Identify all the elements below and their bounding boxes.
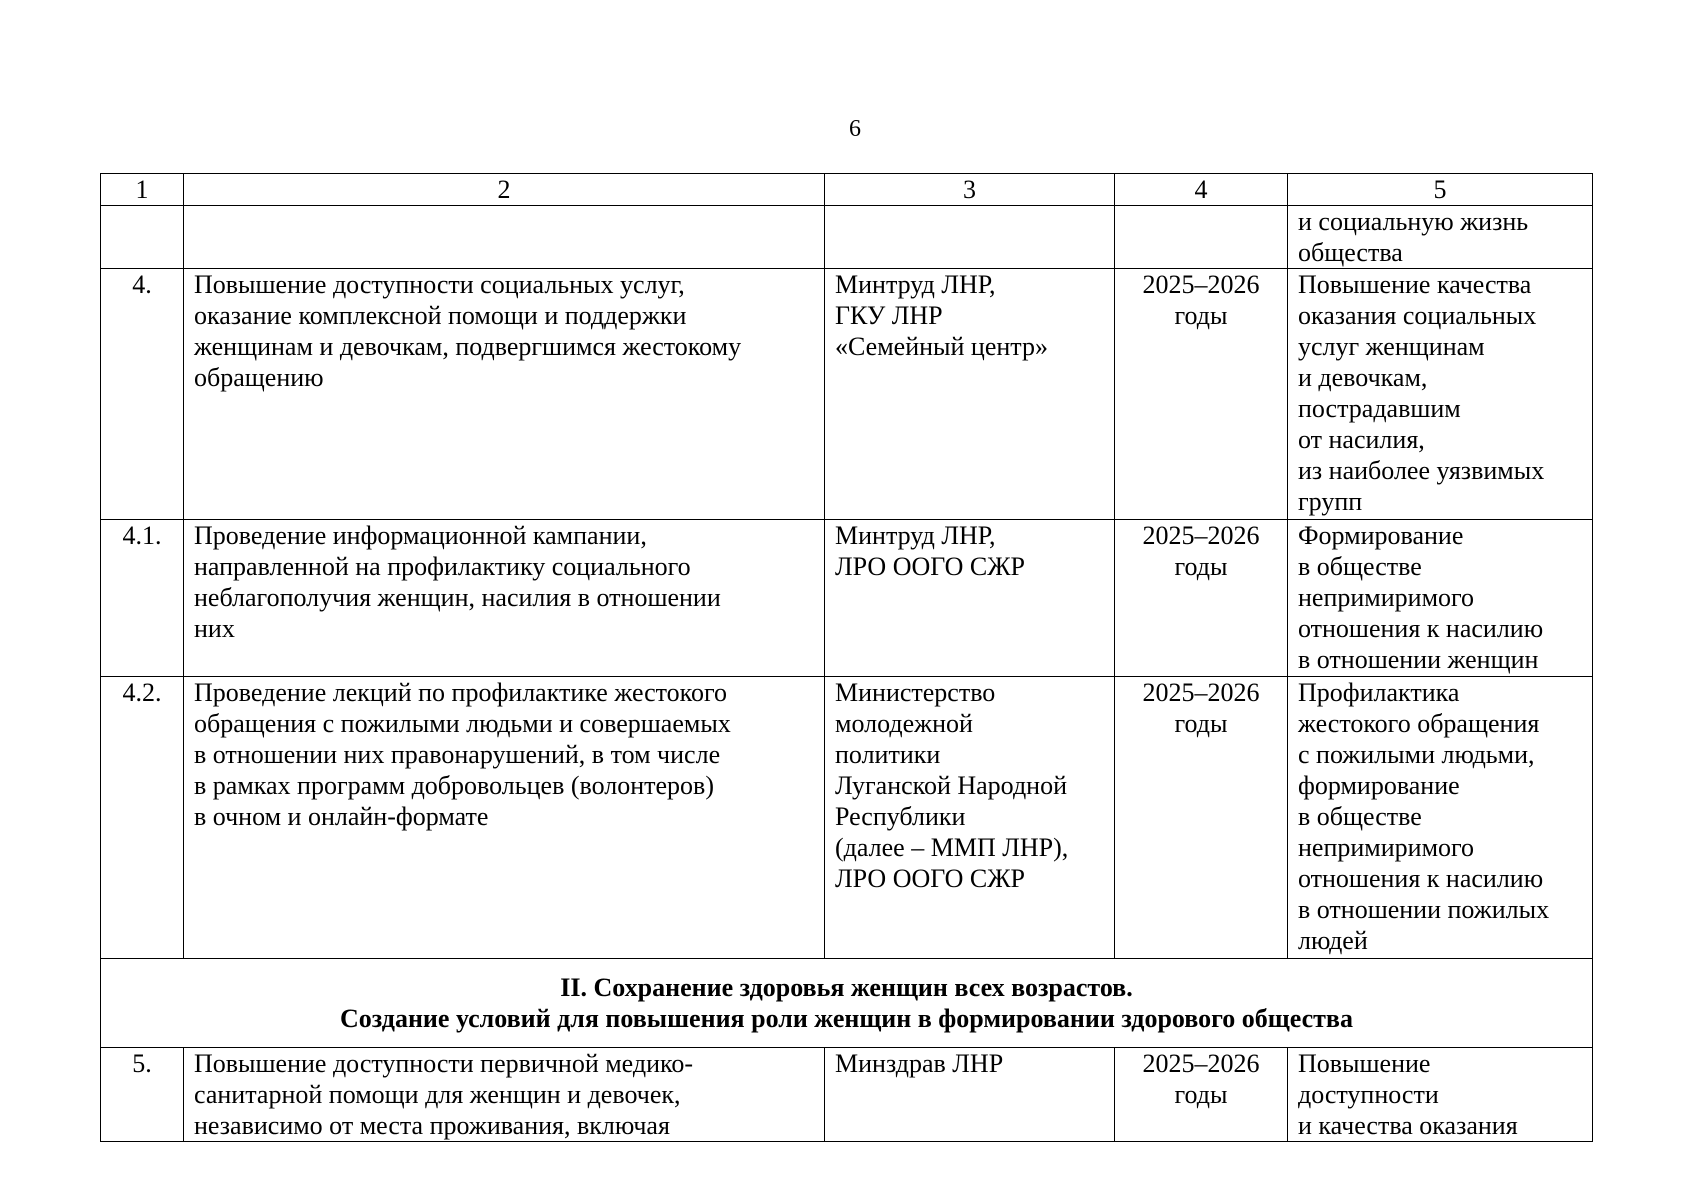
activity-cell: Повышение доступности первичной медико- санитарной помощи для женщин и девочек, независимо от места проживания, включая [184, 1048, 825, 1142]
page-number: 6 [849, 116, 861, 142]
result-cell: Профилактика жестокого обращения с пожилыми людьми, формирование в обществе непримиримого отношения к насилию в отношении пожилых людей [1288, 677, 1593, 959]
table-row [101, 1048, 1593, 1142]
header-col-1: 1 [101, 174, 184, 206]
period-cell: 2025–2026 годы [1115, 677, 1288, 959]
table-row [101, 677, 1593, 959]
period-cell [1115, 206, 1288, 269]
header-col-4: 4 [1115, 174, 1288, 206]
executors-cell: Минздрав ЛНР [825, 1048, 1115, 1142]
result-cell: Формирование в обществе непримиримого отношения к насилию в отношении женщин [1288, 520, 1593, 677]
table-row [101, 520, 1593, 677]
measures-table [100, 173, 1593, 1142]
result-cell: Повышение доступности и качества оказания [1288, 1048, 1593, 1142]
row-number [101, 206, 184, 269]
table-header-row [101, 174, 1593, 206]
executors-cell: Минтруд ЛНР, ЛРО ООГО СЖР [825, 520, 1115, 677]
section-title-line-2: Создание условий для повышения роли женщин в формировании здорового общества [340, 1004, 1353, 1033]
executors-cell: Министерство молодежной политики Луганской Народной Республики (далее – ММП ЛНР), ЛРО ООГО СЖР [825, 677, 1115, 959]
activity-cell: Повышение доступности социальных услуг, оказание комплексной помощи и поддержки женщинам и девочкам, подвергшимся жестокому обращению [184, 269, 825, 520]
row-number: 4. [101, 269, 184, 520]
row-number: 4.1. [101, 520, 184, 677]
executors-cell: Минтруд ЛНР, ГКУ ЛНР «Семейный центр» [825, 269, 1115, 520]
activity-cell [184, 206, 825, 269]
activity-cell: Проведение лекций по профилактике жестокого обращения с пожилыми людьми и совершаемых в отношении них правонарушений, в том числе в рамках программ добровольцев (волонтеров) в очном и онлайн-формате [184, 677, 825, 959]
result-cell: и социальную жизнь общества [1288, 206, 1593, 269]
period-cell: 2025–2026 годы [1115, 520, 1288, 677]
row-number: 5. [101, 1048, 184, 1142]
activity-cell: Проведение информационной кампании, направленной на профилактику социального неблагополучия женщин, насилия в отношении них [184, 520, 825, 677]
header-col-3: 3 [825, 174, 1115, 206]
section-heading-row [101, 959, 1593, 1048]
executors-cell [825, 206, 1115, 269]
section-heading [101, 959, 1593, 1048]
period-cell: 2025–2026 годы [1115, 269, 1288, 520]
row-number: 4.2. [101, 677, 184, 959]
header-col-5: 5 [1288, 174, 1593, 206]
period-cell: 2025–2026 годы [1115, 1048, 1288, 1142]
table-row [101, 269, 1593, 520]
header-col-2: 2 [184, 174, 825, 206]
table-row-continued [101, 206, 1593, 269]
section-title-line-1: II. Сохранение здоровья женщин всех возрастов. [560, 973, 1133, 1002]
result-cell: Повышение качества оказания социальных услуг женщинам и девочкам, пострадавшим от насилия, из наиболее уязвимых групп [1288, 269, 1593, 520]
